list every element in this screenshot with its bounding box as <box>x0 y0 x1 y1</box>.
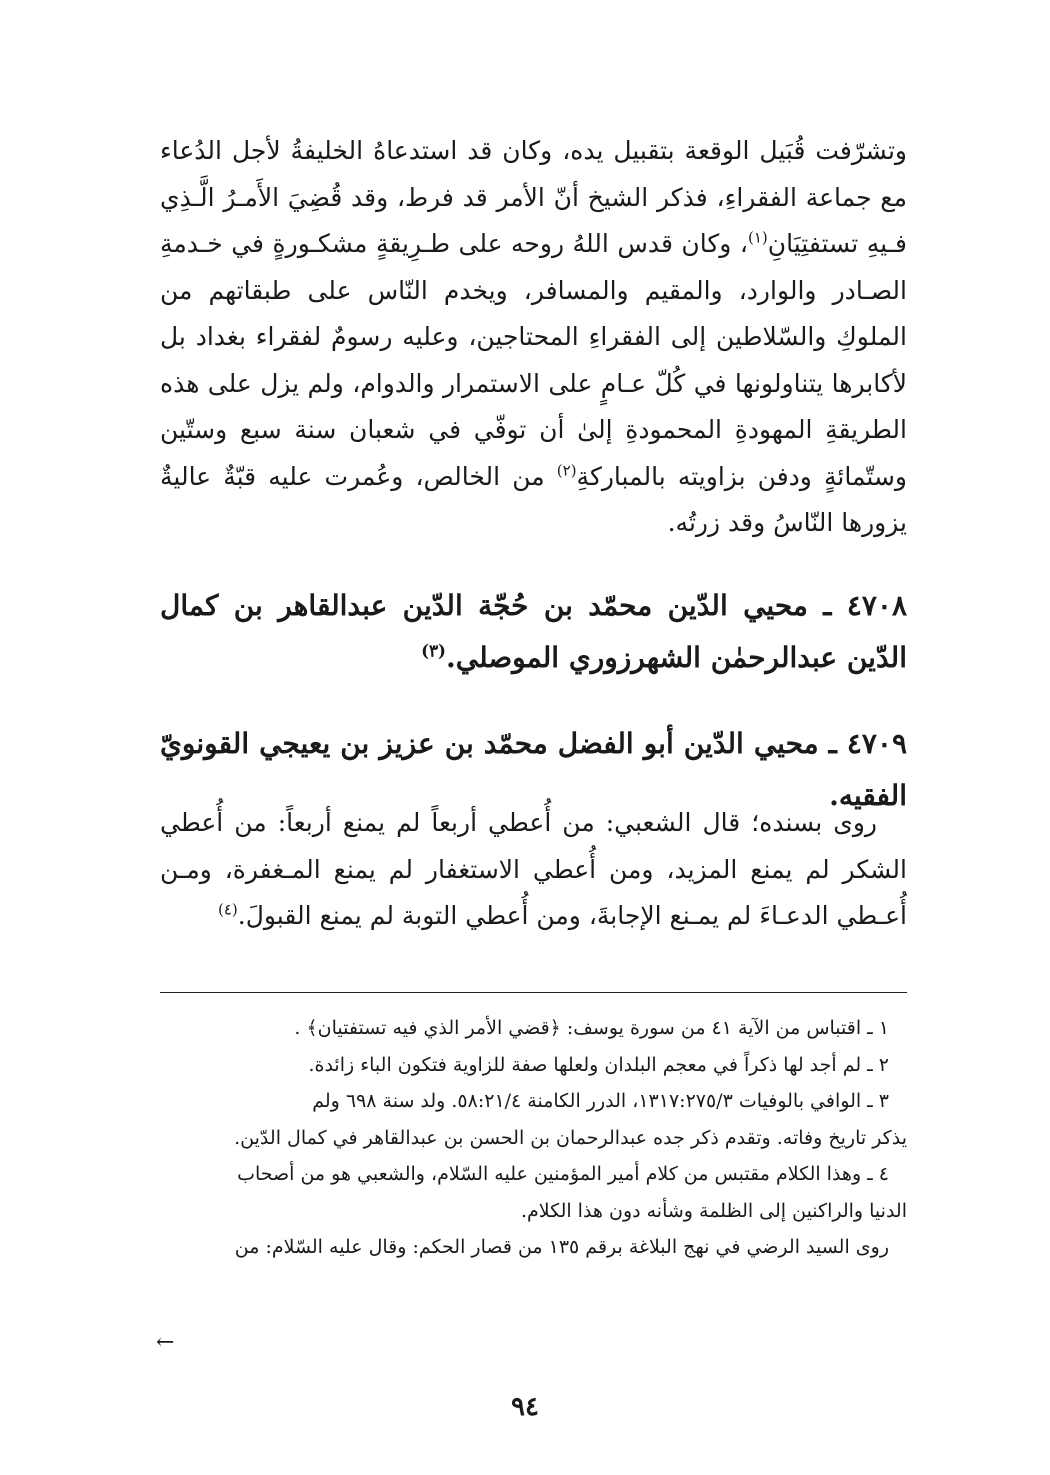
paragraph-text: وتشرّفت قُبَيل الوقعة بتقبيل يده، وكان قد استدعاهُ الخليفةُ لأجل الدُعاء مع جماعة الفقراءِ، فذكر الشيخ أنّ الأمر قد فرط، وقد قُضِيَ الأَمـرُ الَّـذِي فـيهِ تستفتِيَانِ <box>160 136 908 258</box>
footnote-ref-4[interactable]: (٤) <box>217 900 238 919</box>
paragraph-text: روى بسنده؛ قال الشعبي: من أُعطي أربعاً لم يمنع أربعاً: من أُعطي الشكر لم يمنع المزيد، ومن أُعطي الاستغفار لم يمنع المـغفرة، ومـن أُعـطي الدعـاءَ لم يمـنع الإجابةَ، ومن أُعطي التوبة لم يمنع القبولَ. <box>160 808 907 930</box>
footnote-2: ٢ ـ لم أجد لها ذكراً في معجم البلدان ولعلها صفة للزاوية فتكون الباء زائدة. <box>308 1053 889 1076</box>
continuation-arrow-icon: ← <box>156 1330 175 1355</box>
footnote-1: ١ ـ اقتباس من الآية ٤١ من سورة يوسف: ﴿قضي الأمر الذي فيه تستفتيان﴾ . <box>294 1017 889 1039</box>
footnote-3: ٣ ـ الوافي بالوفيات ١٣١٧:٢٧٥/٣، الدرر الكامنة ٥٨:٢١/٤. ولد سنة ٦٩٨ ولم <box>312 1090 889 1112</box>
footnote-4: ٤ ـ وهذا الكلام مقتبس من كلام أمير المؤمنين عليه السّلام، والشعبي هو من أصحاب <box>237 1163 889 1185</box>
footnote-ref-1[interactable]: (١) <box>747 228 768 247</box>
footnote-4-continued: الدنيا والراكنين إلى الظلمة وشأنه دون هذا الكلام. <box>520 1199 907 1222</box>
entry-title: ٤٧٠٨ ـ محيي الدّين محمّد بن حُجّة الدّين عبدالقاهر بن كمال الدّين عبدالرحمٰن الشهرزوري الموصلي. <box>160 589 907 674</box>
footnote-4-quote: روى السيد الرضي في نهج البلاغة برقم ١٣٥ من قصار الحكم: وقال عليه السّلام: من <box>234 1236 889 1258</box>
biography-paragraph <box>160 128 907 547</box>
footnote-3-continued: يذكر تاريخ وفاته. وتقدم ذكر جده عبدالرحمان بن الحسن بن عبدالقاهر في كمال الدّين. <box>234 1126 907 1149</box>
entry-heading-4708 <box>160 580 907 684</box>
paragraph-text: من الخالص، وعُمرت عليه قبّةٌ عاليةٌ يزورها النّاسُ وقد زرتُه. <box>160 461 907 537</box>
entry-title: ٤٧٠٩ ـ محيي الدّين أبو الفضل محمّد بن عزيز بن يعيجي القونويّ الفقيه. <box>160 727 907 812</box>
footnote-ref-2[interactable]: (٢) <box>556 461 577 480</box>
page-number: ٩٤ <box>511 1392 539 1422</box>
footnote-ref-3[interactable]: (٣) <box>421 640 446 661</box>
footnotes-section <box>160 1010 907 1266</box>
footnote-divider <box>160 992 907 993</box>
narration-paragraph <box>160 800 907 940</box>
paragraph-text: ، وكان قدس اللهُ روحه على طـرِيقةٍ مشكـورةٍ في خـدمةِ الصـادر والوارد، والمقيم والمسافر، ويخدم النّاس على طبقاتهم من الملوكِ والسّلاطين إلى الفقراءِ المحتاجين، وعليه رسومٌ لفقراء بغداد بل لأكابرها يتناولونها في كُلّ عـامٍ على الاستمرار والدوام، ولم يزل على هذه الطريقةِ المهودةِ المحمودةِ إلىٰ أن توفّي في شعبان سنة سبع وستّين وستّمائةٍ ودفن بزاويته بالمباركةِ <box>160 229 907 491</box>
